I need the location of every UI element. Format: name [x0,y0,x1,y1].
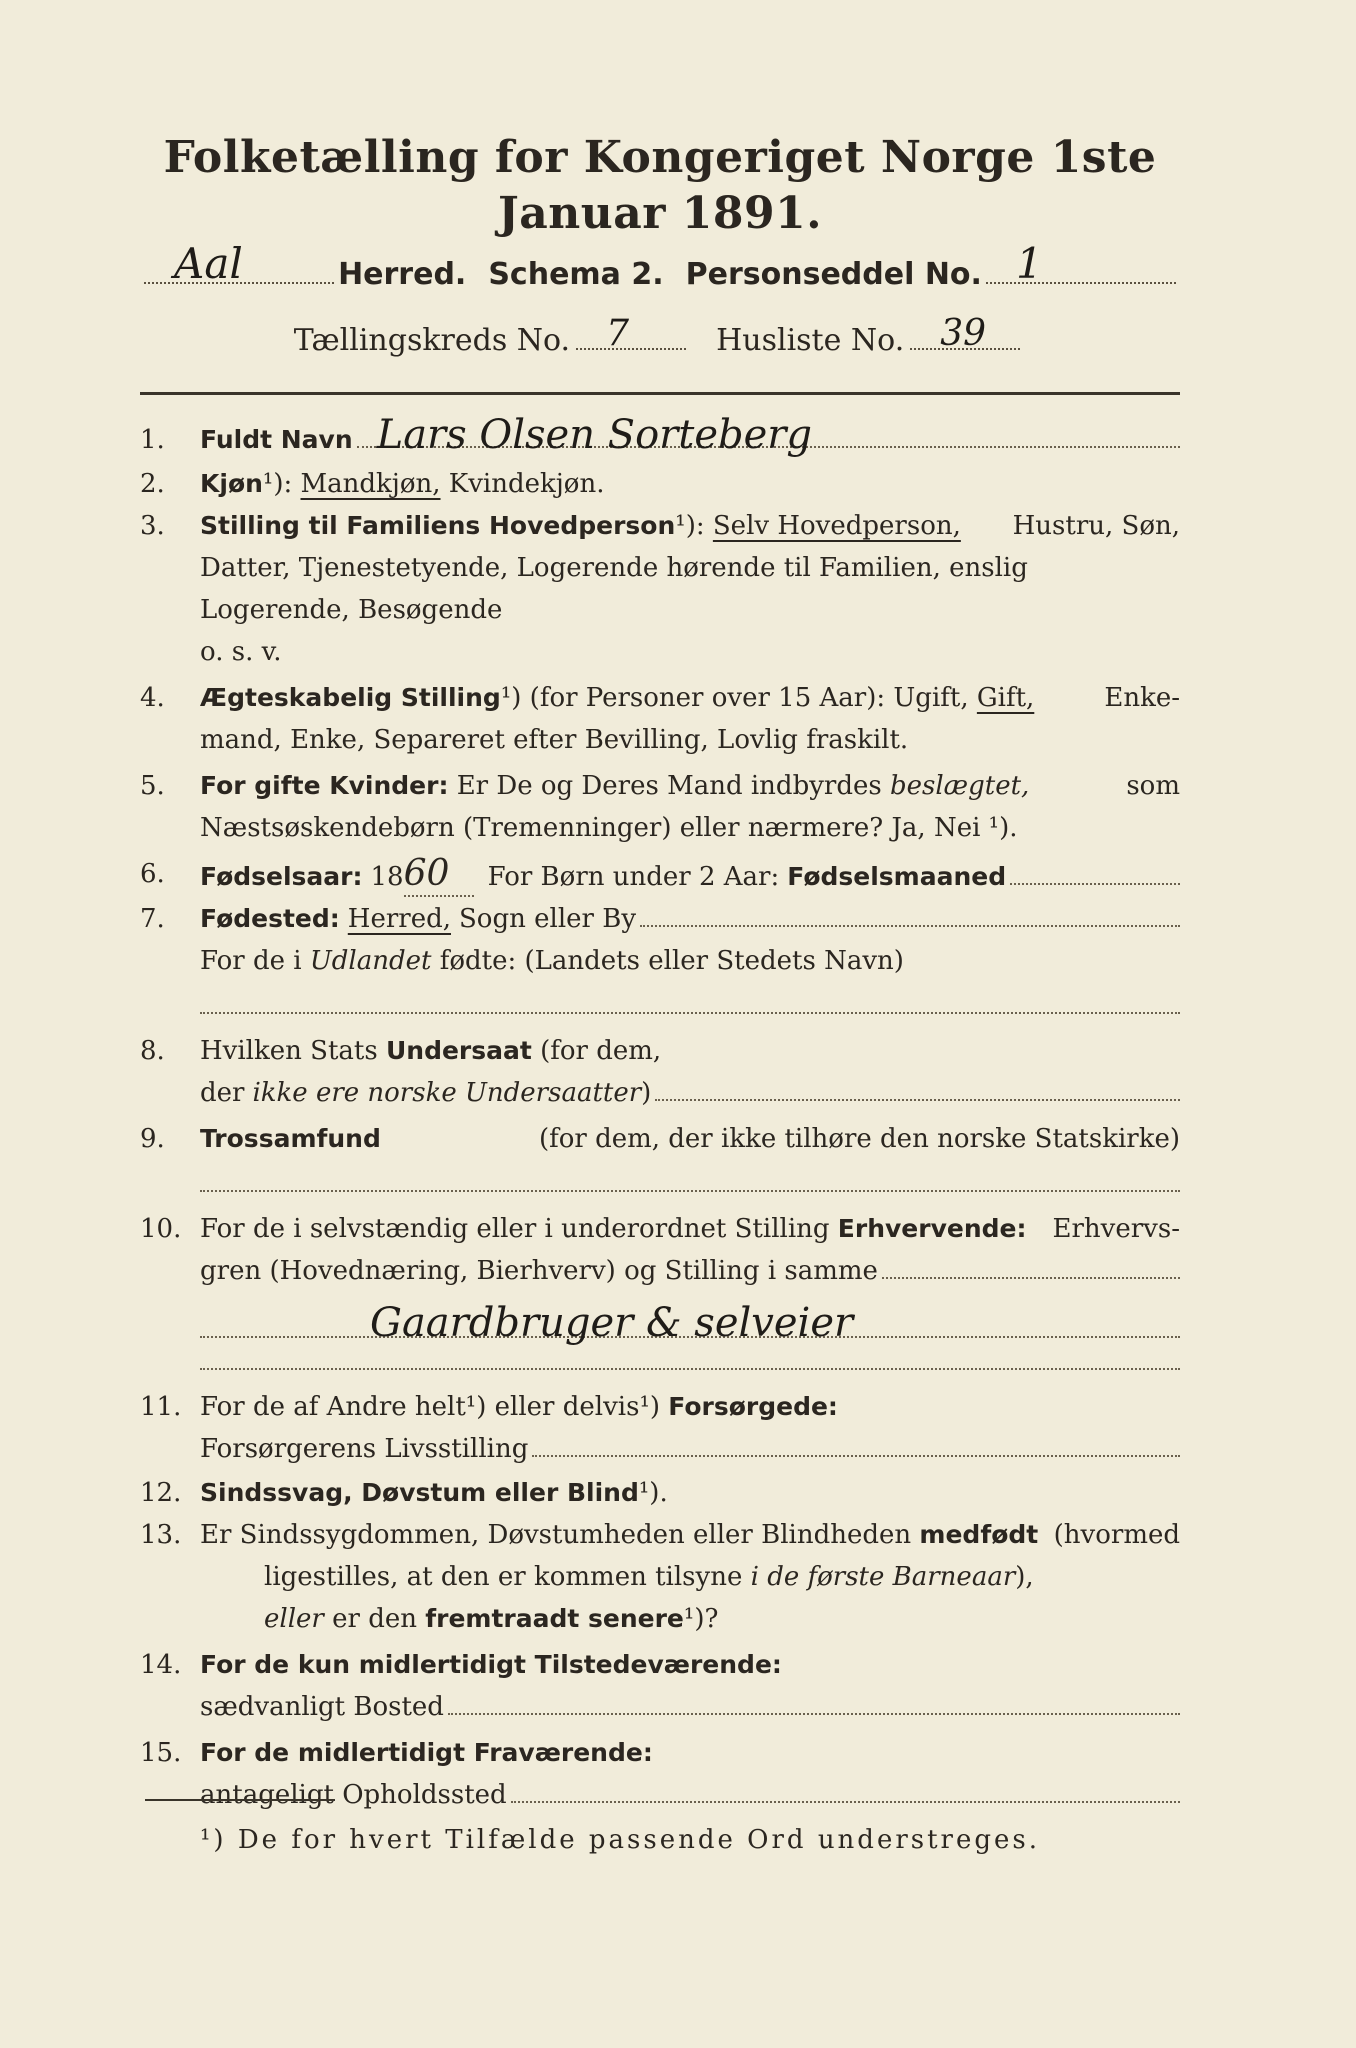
disability-origin-italic: i de første Barneaar [750,1562,1016,1592]
full-name-label: Fuldt Navn [200,425,353,454]
footnote: ¹) De for hvert Tilfælde passende Ord understreges. [200,1825,1041,1855]
item-occupation [140,1208,1180,1370]
birth-year-value: 60 [404,853,474,897]
probable-residence-field [511,1777,1180,1803]
family-position-label: Stilling til Familiens Hovedperson [200,511,676,540]
dependents-text: For de af Andre helt [200,1392,466,1422]
disability-origin-line3-bold: fremtraadt senere [425,1604,684,1633]
abroad-text: For de i [200,946,302,976]
herred-field [144,239,334,288]
full-name-field [357,412,1180,458]
herred-value: Aal [174,239,243,288]
item-number: 11. [140,1392,182,1422]
disability-origin-line2: ligestilles, at den er kommen tilsyne [264,1562,743,1592]
item-number: 13. [140,1520,182,1550]
item-marital-status [140,677,1180,761]
family-position-options-line3: Logerende, Besøgende [200,595,503,625]
item-dependents [140,1386,1180,1470]
kreds-row [140,313,1180,370]
item-number: 3. [140,511,165,541]
kreds-value: 7 [606,313,629,354]
item-birth-year [140,853,1180,898]
marital-status-text-end: Enke- [1104,683,1180,713]
item-number: 8. [140,1036,165,1066]
item-number: 6. [140,859,165,889]
birth-month-text: For Børn under 2 Aar: [487,862,780,892]
item-number: 1. [140,425,165,455]
occupation-field [200,1292,1180,1346]
citizenship-text-end: (for dem, [540,1036,662,1066]
marital-status-line2: mand, Enke, Separeret efter Bevilling, Lovlig fraskilt. [200,725,909,755]
birth-year-label: Fødselsaar: [200,862,363,891]
dependents-text-mid: eller delvis [494,1392,640,1422]
birthplace-label: Fødested: [200,904,340,933]
item-number: 9. [140,1124,165,1154]
husliste-field [910,313,1020,354]
husliste-value: 39 [940,313,987,354]
temporary-absent-label: For de midlertidigt Fraværende: [200,1738,653,1767]
probable-residence-label: antageligt Opholdssted [200,1780,507,1810]
schema-label: Schema 2. [488,257,664,292]
religion-label: Trossamfund [200,1124,381,1153]
husliste-label: Husliste No. [716,323,905,358]
footnote-mark: ¹)? [683,1604,719,1634]
item-number: 15. [140,1738,182,1768]
disability-origin-label: medfødt [919,1520,1039,1549]
footnote-mark: ¹) [465,1392,487,1422]
married-women-label: For gifte Kvinder: [200,771,449,800]
header-row [140,239,1180,308]
citizenship-label: Undersaat [385,1036,532,1065]
form-content [140,130,1180,1816]
kreds-label: Tællingskreds No. [293,323,571,358]
birth-month-label: Fødselsmaaned [787,862,1007,891]
married-women-text-end: som [1126,771,1180,801]
gender-option-female: Kvindekjøn. [448,469,605,499]
disability-origin-text: Er Sindssygdommen, Døvstumheden eller Blindheden [200,1520,912,1550]
birthplace-options: Sogn eller By [459,904,637,934]
disability-origin-line2-end: ), [1015,1562,1034,1592]
marital-status-text: (for Personer over 15 Aar): Ugift, [529,683,969,713]
item-number: 14. [140,1650,182,1680]
abroad-field [200,982,1180,1014]
item-disability [140,1472,1180,1514]
item-number: 2. [140,469,165,499]
gender-label: Kjøn [200,469,263,498]
item-married-women [140,765,1180,849]
birth-month-field [1010,859,1180,885]
usual-residence-label: sædvanligt Bosted [200,1692,444,1722]
citizenship-field [655,1075,1180,1101]
occupation-value: Gaardbruger & selveier [370,1300,854,1346]
herred-label: Herred. [338,257,467,292]
family-position-options-line4: o. s. v. [200,637,282,667]
citizenship-paren: ) [641,1078,652,1108]
form-items [140,412,1180,1816]
personseddel-label: Personseddel No. [685,257,982,292]
dependents-label: Forsørgede: [668,1392,838,1421]
gender-option-male-selected: Mandkjøn, [300,469,441,499]
item-birthplace [140,898,1180,1014]
item-number: 7. [140,904,165,934]
footnote-mark: ¹): [262,469,293,499]
citizenship-line2: der [200,1078,245,1108]
birthplace-selected: Herred, [347,904,451,934]
disability-origin-line3-italic: eller [264,1604,324,1634]
usual-residence-field [448,1689,1180,1715]
married-women-text: Er De og Deres Mand indbyrdes [456,771,882,801]
item-religion [140,1118,1180,1192]
temporary-present-label: For de kun midlertidigt Tilstedeværende: [200,1650,782,1679]
footnote-mark: ¹): [675,511,705,541]
religion-text: (for dem, der ikke tilhøre den norske Statskirke) [538,1124,1180,1154]
occupation-line2: gren (Hovednæring, Bierhverv) og Stilling i samme [200,1256,878,1286]
occupation-label: Erhvervende: [837,1214,1027,1243]
religion-field [200,1160,1180,1192]
item-family-position [140,505,1180,673]
item-disability-origin [140,1514,1180,1640]
disability-label: Sindssvag, Døvstum eller Blind [200,1478,639,1507]
family-position-options: Hustru, Søn, [1012,511,1180,541]
birthplace-field [640,901,1180,927]
occupation-text: For de i selvstændig eller i underordnet Stilling [200,1214,830,1244]
kreds-field [576,313,686,354]
dependents-line2: Forsørgerens Livsstilling [200,1434,529,1464]
citizenship-text: Hvilken Stats [200,1036,378,1066]
married-women-italic: beslægtet, [889,771,1030,801]
item-temporary-absent [140,1732,1180,1816]
personseddel-value: 1 [1015,239,1043,288]
occupation-field-line2 [882,1253,1180,1279]
footnote-mark: ¹). [638,1478,668,1508]
item-temporary-present [140,1644,1180,1728]
item-number: 10. [140,1214,182,1244]
marital-status-label: Ægteskabelig Stilling [200,683,501,712]
header-divider [140,392,1180,395]
footnote-divider [145,1799,335,1801]
citizenship-italic: ikke ere norske Undersaatter [252,1078,642,1108]
item-number: 12. [140,1478,182,1508]
family-position-selected: Selv Hovedperson, [712,511,961,541]
birth-year-prefix: 18 [370,862,404,892]
item-citizenship [140,1030,1180,1114]
item-number: 4. [140,683,165,713]
married-women-line2: Næstsøskendebørn (Tremenninger) eller nærmere? Ja, Nei ¹). [200,813,1018,843]
item-number: 5. [140,771,165,801]
footnote-mark: ¹) [500,683,522,713]
abroad-text-end: fødte: (Landets eller Stedets Navn) [439,946,904,976]
dependents-field [532,1431,1180,1457]
personseddel-field [986,239,1176,288]
marital-status-selected: Gift, [976,683,1035,713]
abroad-italic: Udlandet [309,946,432,976]
disability-origin-line3: er den [332,1604,417,1634]
item-full-name [140,412,1180,461]
footnote-mark: ¹) [639,1392,661,1422]
family-position-options-line2: Datter, Tjenestetyende, Logerende hørende til Familien, enslig [200,553,1028,583]
item-gender [140,463,1180,505]
disability-origin-text-end: (hvormed [1053,1520,1180,1550]
full-name-value: Lars Olsen Sorteberg [376,412,813,458]
occupation-text-end: Erhvervs- [1052,1214,1180,1244]
form-title: Folketælling for Kongeriget Norge 1ste Januar 1891. [163,132,1157,239]
